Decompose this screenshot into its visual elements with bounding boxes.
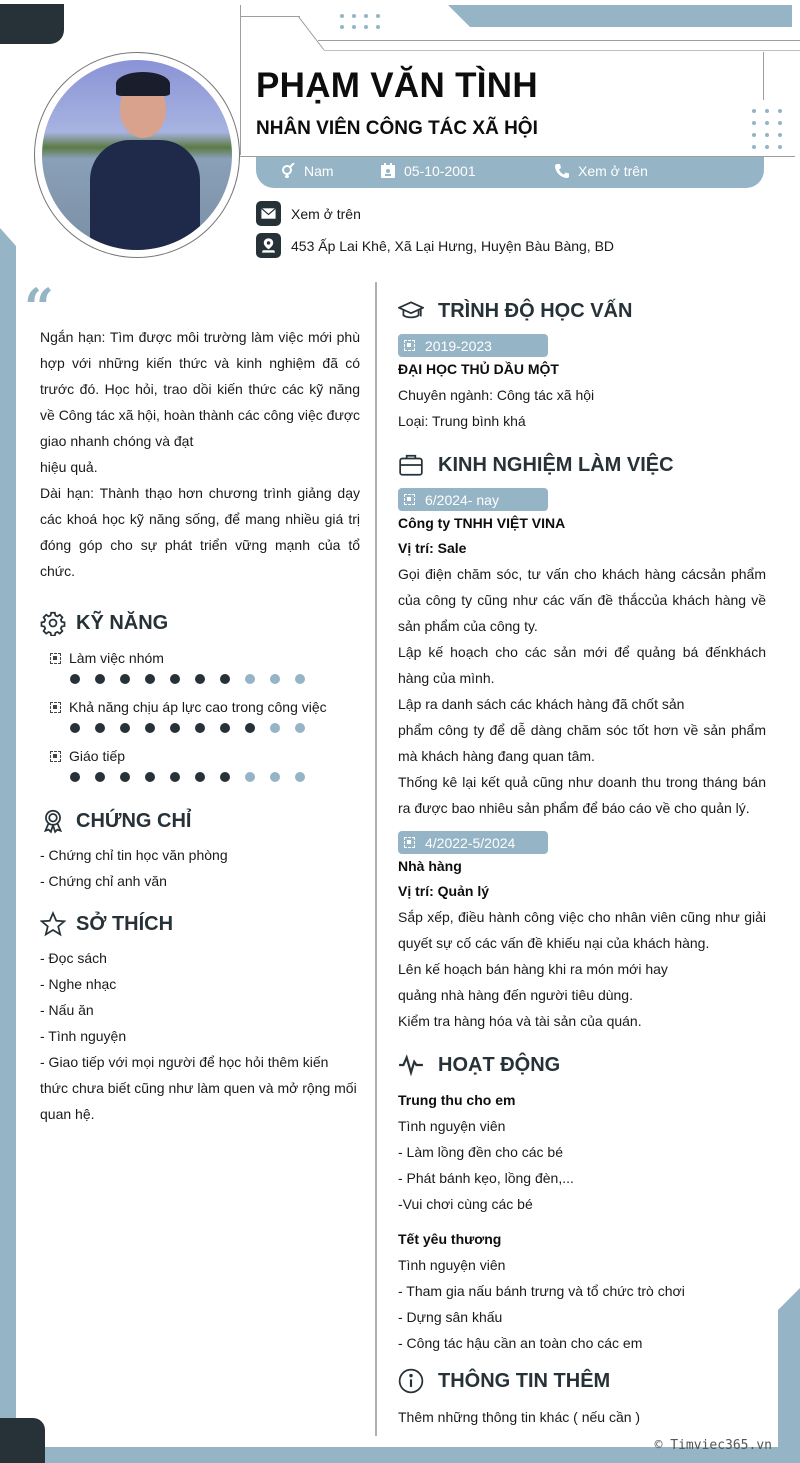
activity-entry — [398, 1088, 766, 1217]
graduation-cap-icon — [398, 298, 424, 324]
education-title: TRÌNH ĐỘ HỌC VẤN — [438, 299, 633, 322]
decor-right-stripe — [778, 1288, 800, 1463]
experience-detail: Lập ra danh sách các khách hàng đã chốt sản — [398, 696, 685, 712]
experience-detail: Gọi điện chăm sóc, tư vấn cho khách hàng cácsản phẩm của công ty cũng như các vấn đề thắccủa khách hàng về sản phẩm của công ty. — [398, 566, 766, 634]
decor-bottom-left-block — [0, 1418, 45, 1463]
avatar — [42, 60, 232, 250]
skill-rating — [70, 674, 360, 684]
activity-detail: -Vui chơi cùng các bé — [398, 1196, 533, 1212]
objective-paragraph: Dài hạn: Thành thạo hơn chương trình giảng dạy các khoá học kỹ năng sống, để mang nhiều giá trị đóng góp cho sự phát triển vững mạnh của tổ chức. — [40, 485, 360, 579]
decor-left-stripe — [0, 228, 16, 1453]
experience-detail: Sắp xếp, điều hành công việc cho nhân viên cũng như giải quyết sự cố các vấn đề khiếu nại của khách hàng. — [398, 909, 766, 951]
skill-name: Làm việc nhóm — [69, 650, 164, 666]
experience-heading — [398, 450, 766, 480]
bullet-icon — [50, 702, 61, 713]
candidate-name: PHẠM VĂN TÌNH — [256, 66, 538, 105]
skill-item — [40, 697, 360, 733]
objective-paragraph: Ngắn hạn: Tìm được môi trường làm việc mới phù hợp với những kiến thức và kinh nghiệm đã có trước đó. Học hỏi, trao dồi kiến thức các kỹ năng về Công tác xã hội, hoàn thành các công việc được giao nhanh chóng và đạt — [40, 329, 360, 449]
activities-heading — [398, 1050, 766, 1080]
hobby-item: - Tình nguyện — [40, 1028, 127, 1044]
experience-detail: quảng nhà hàng đến người tiêu dùng. — [398, 987, 633, 1003]
period-badge: 4/2022-5/2024 — [398, 831, 548, 854]
experience-detail: Thống kê lại kết quả cũng như doanh thu trong tháng bán ra được bao nhiêu sản phẩm để báo cáo về cho quản lý. — [398, 774, 766, 816]
watermark: © Timviec365.vn — [654, 1438, 772, 1453]
period-badge: 2019-2023 — [398, 334, 548, 357]
activity-role: Tình nguyện viên — [398, 1118, 506, 1134]
column-divider — [375, 282, 377, 1436]
hobbies-heading — [40, 909, 360, 939]
experience-detail: Lên kế hoạch bán hàng khi ra món mới hay — [398, 961, 668, 977]
experience-detail: Lập kế hoạch cho các sản mới để quảng bá đếnkhách hàng của mình. — [398, 644, 766, 686]
objective-paragraph: hiệu quả. — [40, 459, 98, 475]
hobby-item: - Đọc sách — [40, 950, 107, 966]
period-badge: 6/2024- nay — [398, 488, 548, 511]
education-entry — [398, 334, 766, 434]
birthdate-field — [380, 163, 476, 179]
decor-top-left-block — [0, 4, 64, 44]
decor-diagonal — [298, 16, 328, 52]
decor-line — [240, 5, 241, 155]
activity-detail: - Phát bánh kẹo, lồng đèn,... — [398, 1170, 574, 1186]
activity-detail: - Tham gia nấu bánh trưng và tổ chức trò chơi — [398, 1283, 685, 1299]
hobby-item: - Nấu ăn — [40, 1002, 94, 1018]
decor-dots-right — [752, 109, 782, 149]
career-objective — [40, 324, 360, 584]
certificate-item: - Chứng chỉ tin học văn phòng — [40, 847, 228, 863]
hobby-item: - Giao tiếp với mọi người để học hỏi thêm kiến thức chưa biết cũng như làm quen và mở rộng mối quan hệ. — [40, 1054, 357, 1122]
skills-title: KỸ NĂNG — [76, 611, 169, 634]
decor-dots-top — [340, 14, 380, 29]
award-icon — [40, 808, 66, 834]
certificates-list — [40, 842, 360, 894]
hobby-item: - Nghe nhạc — [40, 976, 117, 992]
gender-field — [280, 163, 334, 179]
activities-title: HOẠT ĐỘNG — [438, 1053, 561, 1076]
experience-entry — [398, 831, 766, 1034]
gender-value: Nam — [304, 163, 334, 179]
phone-value: Xem ở trên — [578, 163, 648, 179]
email-row — [256, 201, 361, 226]
activity-name: Tết yêu thương — [398, 1231, 502, 1247]
certificate-item: - Chứng chỉ anh văn — [40, 873, 167, 889]
education-detail: Loại: Trung bình khá — [398, 413, 526, 429]
calendar-icon — [380, 163, 396, 179]
personal-info-bar — [256, 157, 764, 188]
activity-detail: - Làm lồng đền cho các bé — [398, 1144, 563, 1160]
decor-line — [763, 52, 764, 100]
skill-name: Khả năng chịu áp lực cao trong công việc — [69, 699, 327, 715]
experience-entry — [398, 488, 766, 821]
email-value: Xem ở trên — [291, 205, 361, 222]
bullet-icon — [50, 751, 61, 762]
birthdate-value: 05-10-2001 — [404, 163, 476, 179]
position: Vị trí: Quản lý — [398, 883, 490, 899]
skill-rating — [70, 723, 360, 733]
skill-item — [40, 746, 360, 782]
activity-entry — [398, 1227, 766, 1356]
activity-role: Tình nguyện viên — [398, 1257, 506, 1273]
gear-icon — [40, 610, 66, 636]
bullet-icon — [404, 340, 415, 351]
position: Vị trí: Sale — [398, 540, 467, 556]
activity-detail: - Công tác hậu cần an toàn cho các em — [398, 1335, 643, 1351]
company-name: Nhà hàng — [398, 858, 462, 874]
experience-detail: Kiểm tra hàng hóa và tài sản của quán. — [398, 1013, 642, 1029]
skills-heading — [40, 608, 360, 638]
quote-icon: “ — [24, 278, 54, 339]
hobbies-title: SỞ THÍCH — [76, 912, 174, 935]
star-icon — [40, 911, 66, 937]
decor-line — [240, 16, 300, 17]
school-name: ĐẠI HỌC THỦ DẦU MỘT — [398, 361, 559, 377]
certificates-title: CHỨNG CHỈ — [76, 809, 192, 832]
bullet-icon — [404, 837, 415, 848]
address-row — [256, 233, 614, 258]
right-column — [398, 296, 766, 1430]
job-title: NHÂN VIÊN CÔNG TÁC XÃ HỘI — [256, 118, 538, 139]
envelope-icon — [256, 201, 281, 226]
phone-icon — [554, 163, 570, 179]
activity-detail: - Dựng sân khấu — [398, 1309, 503, 1325]
bullet-icon — [404, 494, 415, 505]
experience-detail: phẩm công ty để dễ dàng chăm sóc tốt hơn về sản phẩm mà khách hàng đang quan tâm. — [398, 722, 766, 764]
skill-item — [40, 648, 360, 684]
additional-info-heading — [398, 1366, 766, 1396]
bullet-icon — [50, 653, 61, 664]
skill-name: Giáo tiếp — [69, 748, 126, 764]
additional-info-title: THÔNG TIN THÊM — [438, 1369, 611, 1392]
gender-icon — [280, 163, 296, 179]
activity-name: Trung thu cho em — [398, 1092, 516, 1108]
experience-title: KINH NGHIỆM LÀM VIỆC — [438, 453, 674, 476]
certificates-heading — [40, 806, 360, 836]
decor-top-band — [448, 5, 792, 27]
left-column — [24, 278, 360, 1127]
company-name: Công ty TNHH VIỆT VINA — [398, 515, 566, 531]
briefcase-icon — [398, 452, 424, 478]
education-heading — [398, 296, 766, 326]
skill-rating — [70, 772, 360, 782]
activity-pulse-icon — [398, 1052, 424, 1078]
additional-info-text: Thêm những thông tin khác ( nếu cần ) — [398, 1409, 641, 1425]
decor-line — [324, 50, 800, 51]
info-icon — [398, 1368, 424, 1394]
address-value: 453 Ấp Lai Khê, Xã Lại Hưng, Huyện Bàu Bàng, BD — [291, 237, 615, 254]
education-detail: Chuyên ngành: Công tác xã hội — [398, 387, 595, 403]
decor-line — [318, 40, 800, 41]
map-pin-icon — [256, 233, 281, 258]
phone-field — [554, 163, 648, 179]
hobbies-list — [40, 945, 360, 1127]
